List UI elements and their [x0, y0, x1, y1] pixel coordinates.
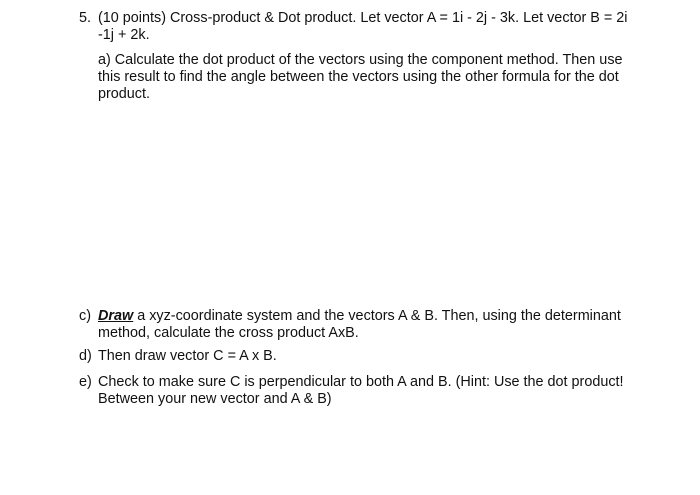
part-a-text: a) Calculate the dot product of the vectors using the component method. Then use this result to find the angle between the vectors using the other formula for the dot product.	[98, 52, 623, 102]
part-d	[79, 348, 639, 365]
part-e-text: Check to make sure C is perpendicular to both A and B. (Hint: Use the dot product! Between your new vector and A & B)	[98, 374, 624, 407]
part-c-text: a xyz-coordinate system and the vectors A & B. Then, using the determinant method, calculate the cross product AxB.	[98, 308, 621, 341]
part-c-label: c)	[79, 308, 91, 324]
part-c-emphasis: Draw	[98, 308, 134, 324]
part-e-label: e)	[79, 374, 92, 390]
question-header-text: (10 points) Cross-product & Dot product. Let vector A = 1i - 2j - 3k. Let vector B = 2i -1j + 2k.	[98, 10, 628, 43]
part-e	[79, 374, 639, 408]
part-d-text: Then draw vector C = A x B.	[98, 348, 277, 364]
part-c	[79, 308, 639, 342]
part-c-body	[98, 308, 639, 342]
question-number: 5.	[79, 10, 92, 26]
part-d-label: d)	[79, 348, 92, 364]
question-header	[79, 10, 639, 44]
